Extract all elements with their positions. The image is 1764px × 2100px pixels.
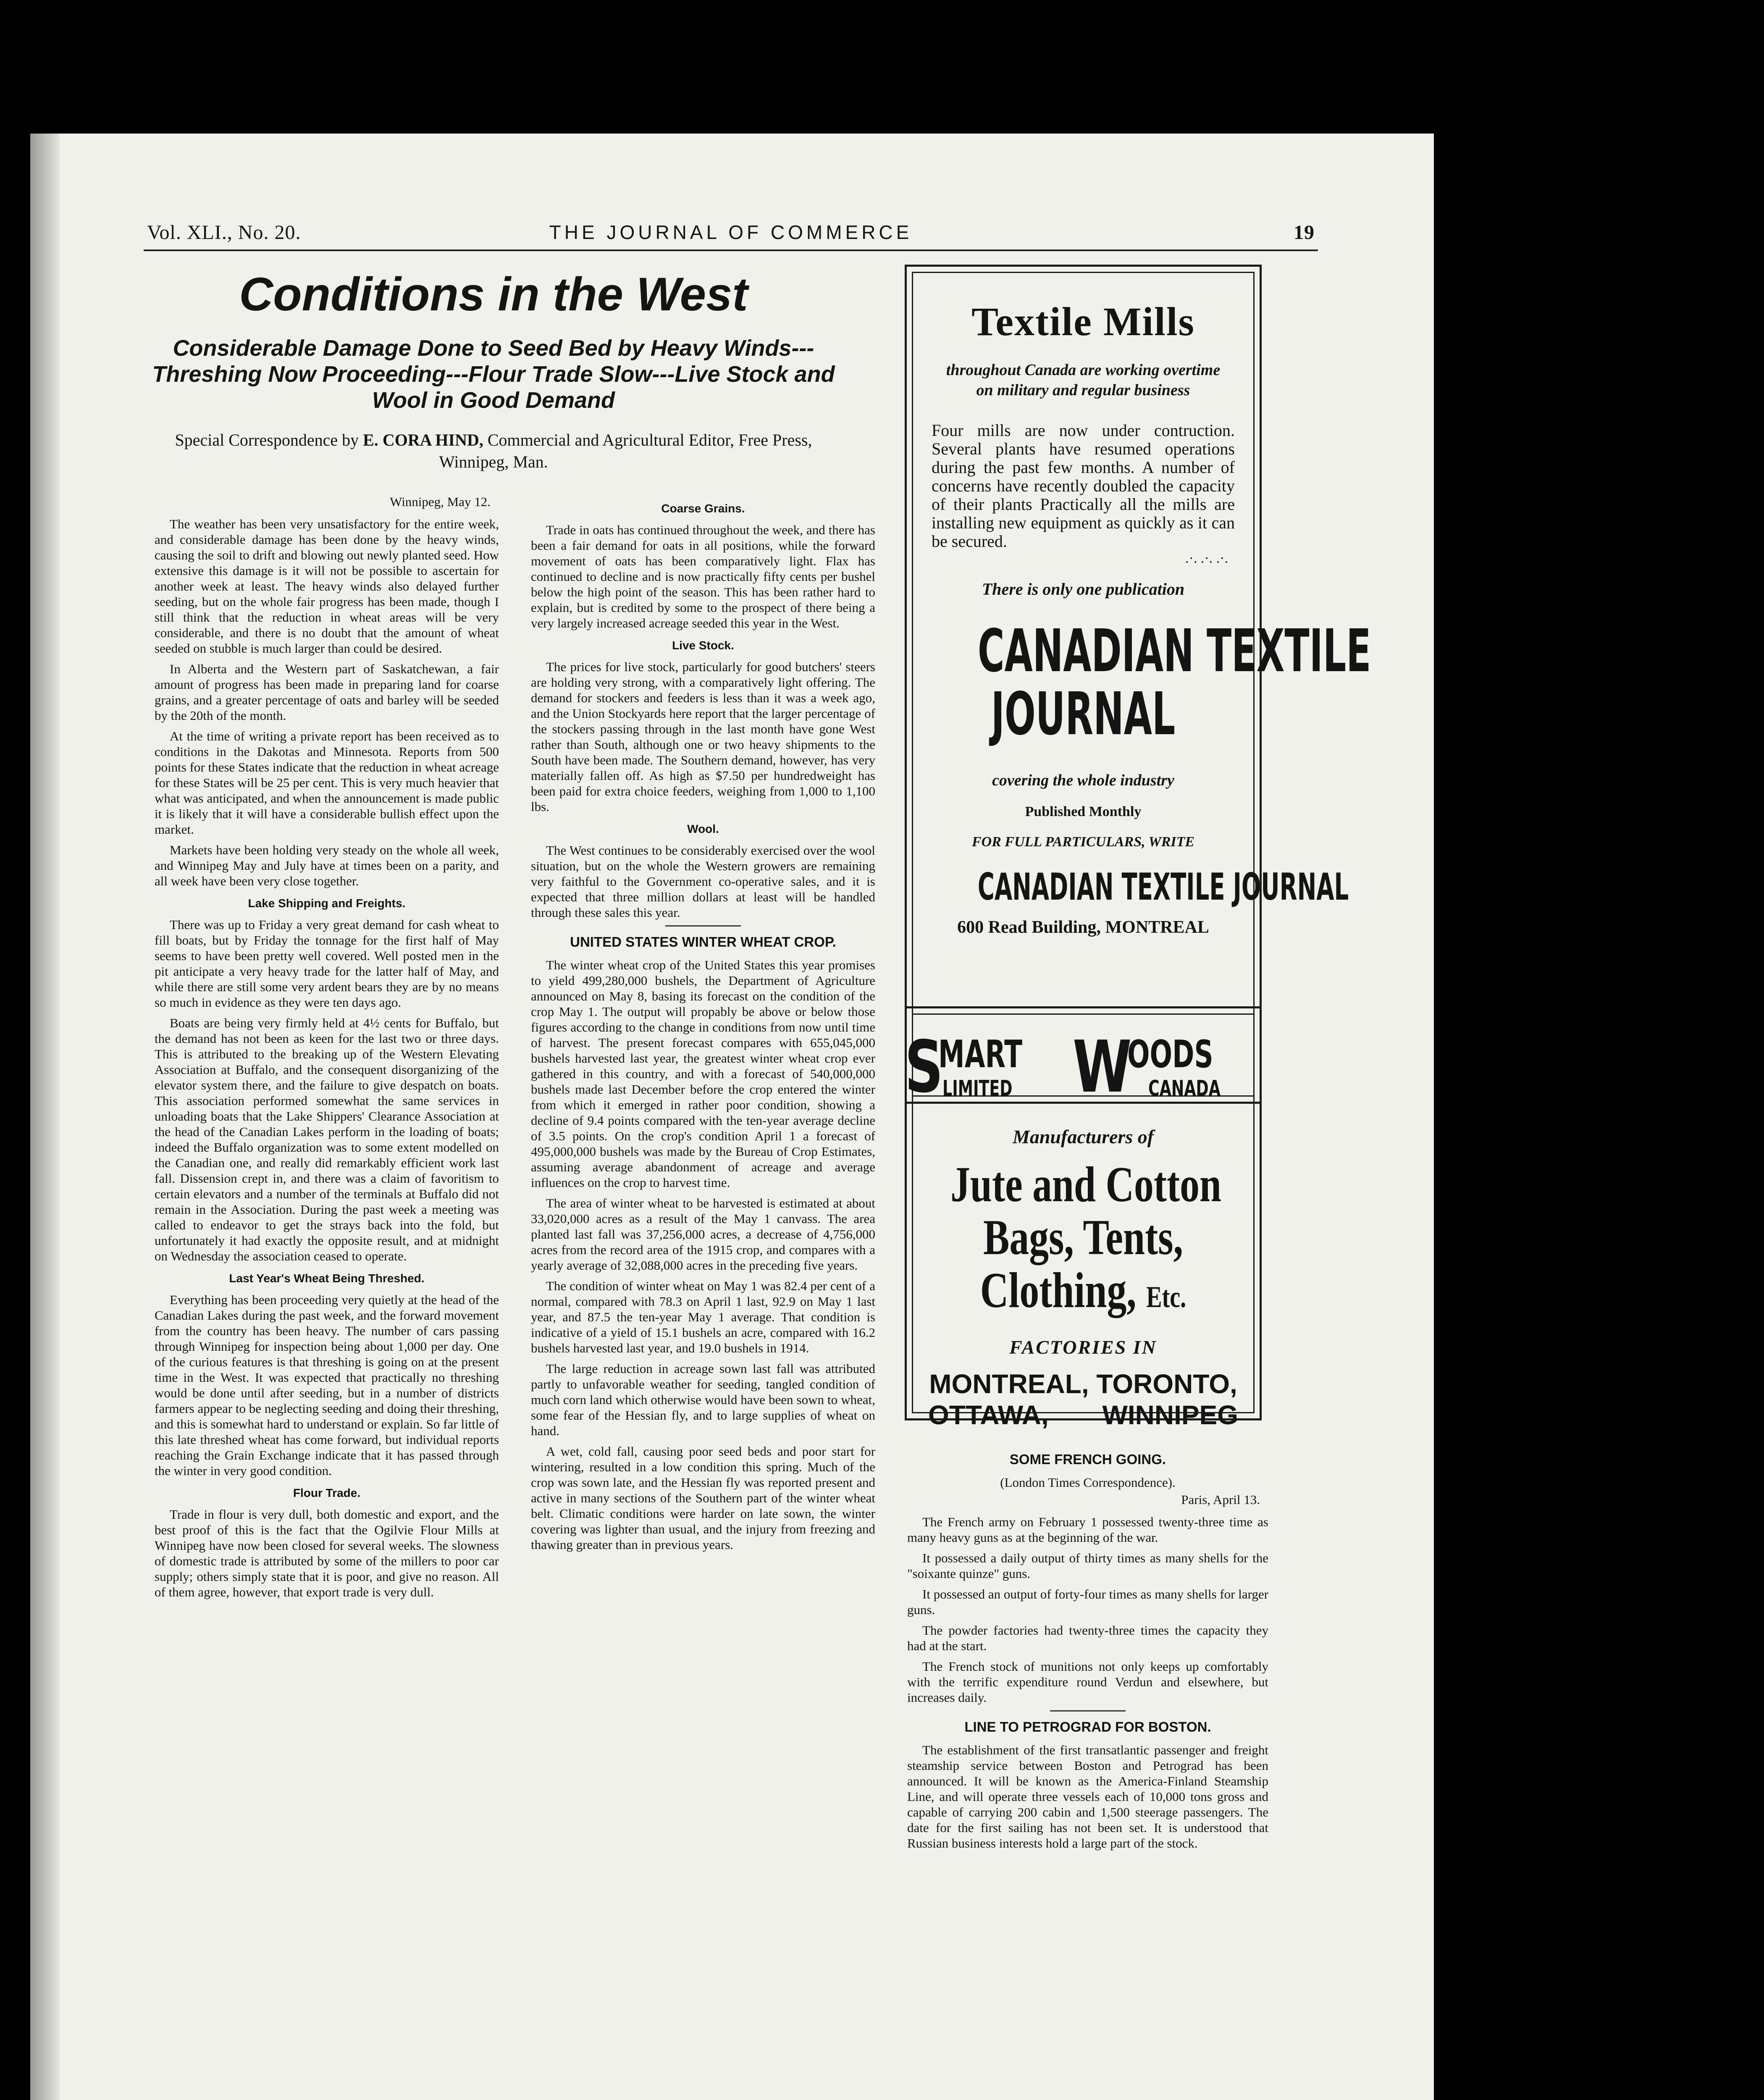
ad-full-particulars: FOR FULL PARTICULARS, WRITE (971, 834, 1195, 850)
ad-title: Textile Mills (971, 299, 1195, 344)
logo-canada: CANADA (1148, 1076, 1221, 1101)
volume-number: Vol. XLI., No. 20. (147, 221, 301, 244)
ad-only-one: There is only one publication (982, 580, 1185, 598)
ad-journal-line-2: JOURNAL (991, 680, 1176, 748)
paragraph: Markets have been holding very steady on the whole all week, and Winnipeg May and July have at times been on a parity, and all week have been very close together. (155, 843, 499, 888)
ad-cities-1: MONTREAL, TORONTO, (929, 1369, 1237, 1399)
byline-prefix: Special Correspondence by (175, 430, 363, 449)
page-fold-shadow (30, 134, 60, 2100)
section-heading-live-stock: Live Stock. (672, 639, 734, 652)
logo-w: W (1073, 1026, 1132, 1109)
paragraph: In Alberta and the Western part of Saskatchewan, a fair amount of progress has been made in preparing land for coarse grains, and a greater percentage of oats and barley will be seeded by the 20th of the month. (155, 662, 499, 723)
section-heading-flour-trade: Flour Trade. (293, 1486, 361, 1499)
paragraph: The powder factories had twenty-three times the capacity they had at the start. (907, 1623, 1268, 1653)
article-byline (147, 429, 840, 473)
byline-rest: Commercial and Agricultural Editor, Free Press, Winnipeg, Man. (439, 430, 812, 471)
paragraph: The establishment of the first transatlantic passenger and freight steamship service between Boston and Petrograd has been announced. It will be known as the America-Finland Steamship Line, and will operate three vessels each of 10,000 tons gross and capable of carrying 200 cabin and 1,500 steerage passengers. The date for the first sailing has not been set. It is understood that Russian business interests hold a large part of the stock. (907, 1743, 1268, 1851)
winter-wheat-heading: UNITED STATES WINTER WHEAT CROP. (570, 934, 836, 950)
ad-address: 600 Read Building, MONTREAL (957, 918, 1209, 937)
running-head (147, 221, 1315, 246)
french-dateline: Paris, April 13. (1181, 1492, 1260, 1507)
advertisement-smart-woods (905, 1006, 1262, 1430)
ad-product-line-2: Bags, Tents, (983, 1209, 1183, 1265)
ad-manufacturers: Manufacturers of (1012, 1126, 1154, 1147)
paragraph: It possessed a daily output of thirty times as many shells for the "soixante quinze" guns. (907, 1551, 1268, 1581)
ad-tagline: throughout Canada are working overtime on military and regular business (946, 361, 1221, 399)
divider (665, 925, 741, 927)
ad-body: Four mills are now under contruction. Several plants have resumed operations during the past few months. A number of concerns have recently doubled the capacity of their plants Practically all the mills are installing new equipment as quickly as it can be secured. (932, 421, 1235, 551)
logo-oods: OODS (1127, 1032, 1213, 1076)
section-heading-coarse-grains: Coarse Grains. (661, 502, 745, 515)
ad-cities-2 (913, 1399, 1253, 1431)
page-number: 19 (1294, 221, 1315, 244)
paragraph: It possessed an output of forty-four times as many shells for larger guns. (907, 1587, 1268, 1617)
paragraph: The condition of winter wheat on May 1 was 82.4 per cent of a normal, compared with 78.3 on April 1 last, 92.9 on May 1 last year, and 87.5 the ten-year May 1 average. That condition is indicative of a yield of 15.1 bushels an acre, compared with 16.2 bushels harvested last year, and 19.0 bushels in 1914. (531, 1278, 875, 1355)
paragraph: Trade in flour is very dull, both domestic and export, and the best proof of this is the fact that the Ogilvie Flour Mills at Winnipeg have now been closed for several weeks. The slowness of domestic trade is attributed by some of the millers to poor car supply; others simply state that it is poor, and give no reason. All of them agree, however, that export trade is very dull. (155, 1507, 499, 1599)
article-column-1 (155, 494, 499, 1972)
paragraph: Boats are being very firmly held at 4½ cents for Buffalo, but the demand has not been as keen for the last two or three days. This is attributed to the breaking up of the Western Elevating Association at Buffalo, and the consequent disorganizing of the elevator system there, and the failure to give despatch on boats. This association performed somewhat the same services in unloading boats that the Lake Shippers' Clearance Association at the head of the Canadian Lakes perform in the loading of boats; indeed the Buffalo organization was to some extent modelled on the Canadian one, and really did remarkably efficient work last fall. Dissension crept in, and there was a claim of favoritism to certain elevators and a number of the terminals at Buffalo did not remain in the Association. During the past week a meeting was called to endeavor to get the strays back into the fold, but unfortunately it had exactly the opposite result, and at midnight on Wednesday the association ceased to operate. (155, 1016, 499, 1263)
paragraph: The French stock of munitions not only keeps up comfortably with the terrific expenditure round Verdun and elsewhere, but increases daily. (907, 1659, 1268, 1705)
paragraph: A wet, cold fall, causing poor seed beds and poor start for wintering, resulted in a low condition this spring. Much of the crop was sown late, and the Hessian fly was reported present and active in many sections of the Southern part of the winter wheat belt. Climatic conditions were harder on late sown, the winter covering was lighter than usual, and the injury from freezing and thawing greater than in previous years. (531, 1444, 875, 1552)
ad-covering: covering the whole industry (992, 772, 1174, 789)
header-rule (144, 249, 1318, 251)
ad-inner-border (905, 1013, 1255, 1430)
ad-inner-border (912, 272, 1371, 1097)
logo-limited: LIMITED (942, 1076, 1013, 1101)
paragraph: The weather has been very unsatisfactory for the entire week, and considerable damage has been done by the heavy winds, causing the soil to drift and blowing out newly planted seed. How extensive this damage is it will not be possible to ascertain for another week at least. The heavy winds also delayed further seeding, but on the whole fair progress has been made, though I still think that the reduction in wheat areas will be very considerable, and there is no doubt that the amount of wheat seeded on stubble is much larger than could be desired. (155, 517, 499, 656)
section-heading-lake-shipping: Lake Shipping and Freights. (248, 897, 406, 910)
smart-woods-logo (905, 1026, 1253, 1116)
journal-name: THE JOURNAL OF COMMERCE (549, 221, 913, 243)
paragraph: The large reduction in acreage sown last fall was attributed partly to unfavorable weather for seeding, tangled condition of much corn land which otherwise would have been sown to wheat, some fear of the Hessian fly, and to large supplies of wheat on hand. (531, 1361, 875, 1438)
paragraph: Trade in oats has continued throughout the week, and there has been a fair demand for oats in all positions, while the forward movement of oats has been comparatively light. Flax has continued to decline and is now practically fifty cents per bushel below the high point of the season. This has been rather hard to explain, but is credited by some to the prospect of there being a very largely increased acreage seeded this year in the West. (531, 522, 875, 630)
ad-published: Published Monthly (1025, 804, 1142, 819)
section-heading-wool: Wool. (687, 822, 719, 835)
article-title: Conditions in the West (239, 268, 748, 320)
paragraph: The French army on February 1 possessed twenty-three time as many heavy guns as at the beginning of the war. (907, 1515, 1268, 1545)
ad-dots: .·. .·. .·. (1185, 551, 1228, 566)
byline-author: E. CORA HIND, (363, 430, 483, 449)
paragraph: The winter wheat crop of the United States this year promises to yield 499,280,000 bushels, the Department of Agriculture announced on May 8, basing its forecast on the condition of the crop May 1. The output will propably be above or below those figures according to the change in conditions from now until time of harvest. The present forecast compares with 655,045,000 bushels harvested last year, the greatest winter wheat crop ever gathered in this country, and with a forecast of 540,000,000 bushels made last December before the crop entered the winter from which it emerged in rather poor condition, showing a decline of 9.4 points compared with the ten-year average decline of 3.5 points. On the crop's condition April 1 a forecast of 495,000,000 bushels was made by the Bureau of Crop Estimates, assuming average abandonment of acreage and average influences on the crop to harvest time. (531, 958, 875, 1190)
paragraph: Everything has been proceeding very quietly at the head of the Canadian Lakes during the past week, and the forward movement from the country has been heavy. The number of cars passing through Winnipeg for inspection being about 1,000 per day. One of the curious features is that threshing is going on at the present time in the West. It was expected that practically no threshing would be done until after seeding, but in a number of districts farmers appear to be neglecting seeding and doing their threshing, and this is somewhat hard to understand or explain. So far little of this late threshed wheat has come forward, but individual reports reaching the Grain Exchange indicate that it has passed through the winter in very good condition. (155, 1292, 499, 1478)
article-subtitle: Considerable Damage Done to Seed Bed by Heavy Winds---Threshing Now Proceeding---Flour Trade Slow---Live Stock and Wool in Good Demand (152, 336, 835, 413)
news-column-3 (907, 1444, 1268, 2032)
ad-etc: Etc. (1146, 1280, 1186, 1314)
ad-factories: FACTORIES IN (1009, 1336, 1157, 1358)
ad-journal-line-1: CANADIAN TEXTILE (977, 617, 1371, 685)
ad-city-ottawa: OTTAWA, (928, 1400, 1049, 1430)
french-source: (London Times Correspondence). (1000, 1475, 1176, 1490)
ad-city-winnipeg: WINNIPEG (1102, 1400, 1238, 1430)
petrograd-heading: LINE TO PETROGRAD FOR BOSTON. (964, 1719, 1211, 1735)
newspaper-page (30, 134, 1434, 2100)
article-column-2 (531, 494, 875, 1972)
divider (1050, 1710, 1126, 1712)
article-dateline: Winnipeg, May 12. (390, 494, 491, 509)
section-heading-last-year-wheat: Last Year's Wheat Being Threshed. (229, 1272, 425, 1285)
ad-journal-small: CANADIAN TEXTILE JOURNAL (977, 865, 1349, 908)
logo-mart: MART (938, 1032, 1023, 1076)
ad-product-line-1: Jute and Cotton (950, 1156, 1221, 1212)
ad-clothing: Clothing, (980, 1262, 1137, 1318)
paragraph: At the time of writing a private report has been received as to conditions in the Dakotas and Minnesota. Reports from 500 points for these States indicate that the reduction in wheat acreage for these States will be 25 per cent. This is very much heavier that what was anticipated, and when the announcement is made public it is likely that it will have a considerable bullish effect upon the market. (155, 729, 499, 837)
advertisement-textile-journal (905, 265, 1371, 1109)
ad-product-line-3 (950, 1264, 1216, 1323)
logo-s: S (905, 1026, 943, 1109)
paragraph: There was up to Friday a very great demand for cash wheat to fill boats, but by Friday the tonnage for the first half of May seems to have been pretty well covered. Well posted men in the pit anticipate a very heavy trade for the latter half of May, and while there are still some very ardent bears they are by no means so much in evidence as they were ten days ago. (155, 917, 499, 1010)
paragraph: The area of winter wheat to be harvested is estimated at about 33,020,000 acres as a result of the May 1 canvass. The area planted last fall was 37,256,000 acres, a decrease of 4,756,000 acres from the record area of the 1915 crop, and compares with a yearly average of 32,088,000 acres in the preceding five years. (531, 1196, 875, 1273)
french-heading: SOME FRENCH GOING. (1009, 1452, 1166, 1467)
paragraph: The prices for live stock, particularly for good butchers' steers are holding very strong, with a comparatively light offering. The demand for stockers and feeders is less than it was a week ago, and the Union Stockyards here report that the larger percentage of the stockers passing through in the last month have gone West rather than South, although one or two heavy shipments to the South have been made. The Southern demand, however, has very materially fallen off. As high as $7.50 per hundredweight has been paid for extra choice feeders, weighing from 1,000 to 1,100 lbs. (531, 659, 875, 814)
paragraph: The West continues to be considerably exercised over the wool situation, but on the whole the Western growers are remaining very faithful to the Government co-operative sales, and it is expected that three million dollars at least will be handled through these sales this year. (531, 843, 875, 920)
